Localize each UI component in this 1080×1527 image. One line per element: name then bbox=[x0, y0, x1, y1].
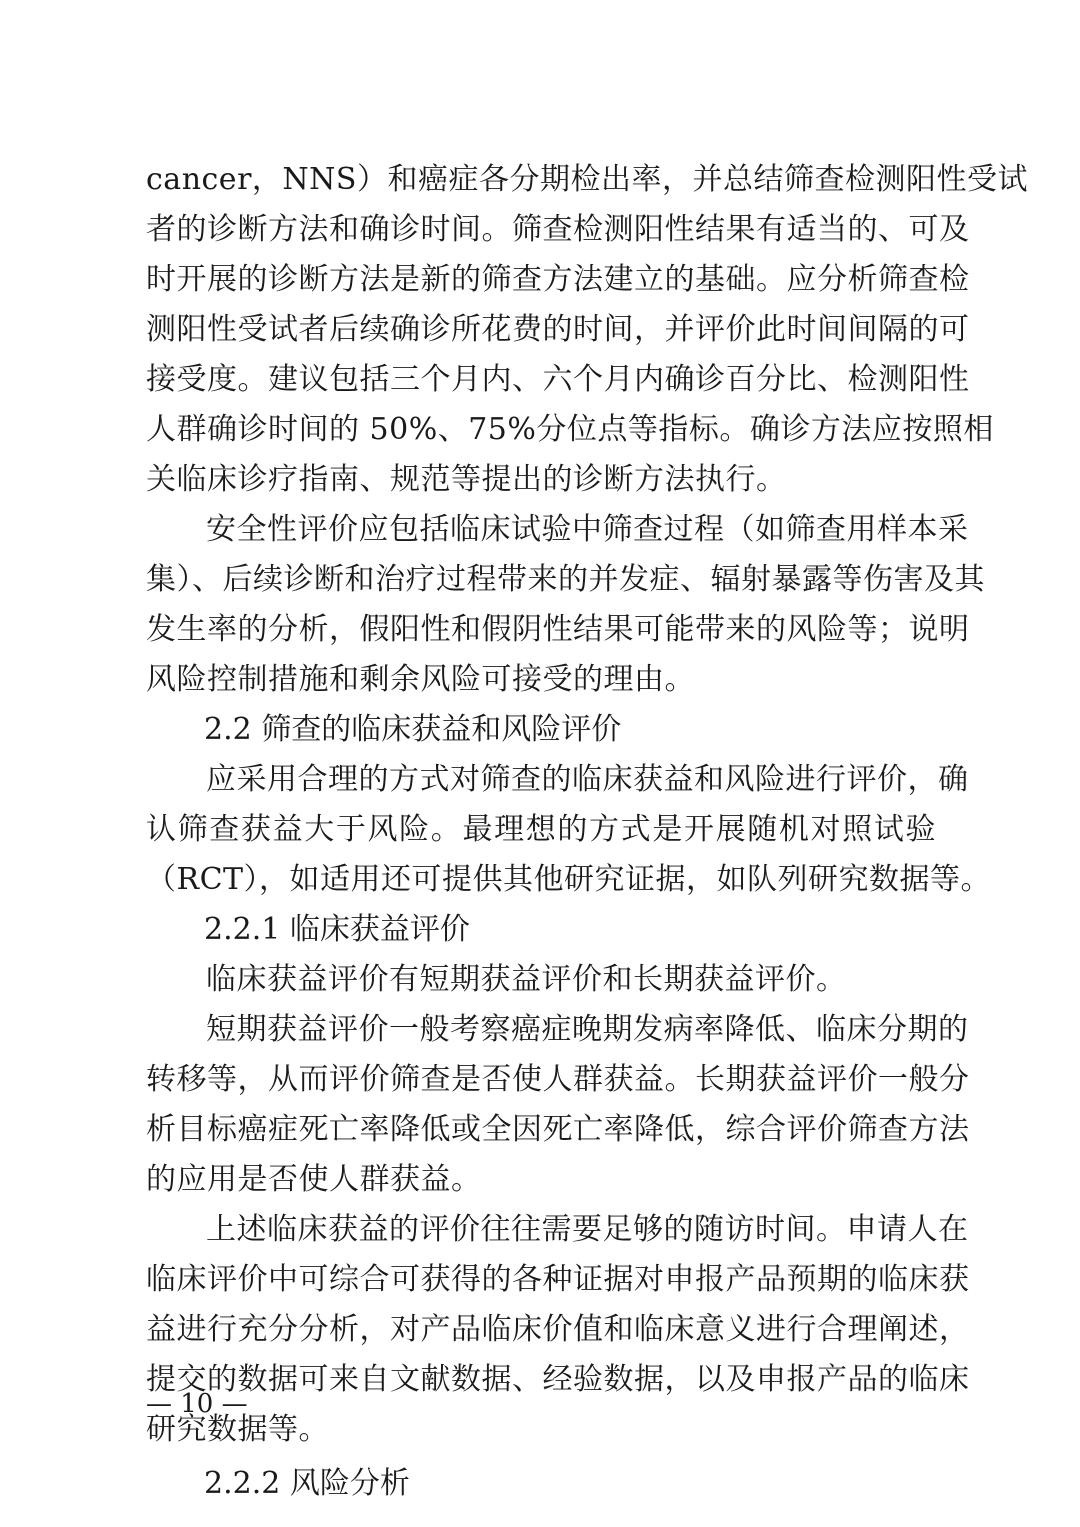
document-body bbox=[146, 155, 1028, 1509]
text-line: 风险控制措施和剩余风险可接受的理由。 bbox=[146, 662, 695, 697]
text-line: 短期获益评价一般考察癌症晚期发病率降低、临床分期的 bbox=[206, 1012, 969, 1047]
text-line: 安全性评价应包括临床试验中筛查过程（如筛查用样本采 bbox=[206, 512, 969, 547]
text-line: 关临床诊疗指南、规范等提出的诊断方法执行。 bbox=[146, 462, 787, 497]
text-line: 研究数据等。 bbox=[146, 1412, 329, 1447]
text-line: 测阳性受试者后续确诊所花费的时间，并评价此时间间隔的可 bbox=[146, 312, 970, 347]
text-line: 的应用是否使人群获益。 bbox=[146, 1162, 482, 1197]
text-line: 益进行充分分析，对产品临床价值和临床意义进行合理阐述， bbox=[146, 1312, 970, 1347]
text-line: 者的诊断方法和确诊时间。筛查检测阳性结果有适当的、可及 bbox=[146, 212, 970, 247]
text-line: 认筛查获益大于风险。最理想的方式是开展随机对照试验 bbox=[146, 812, 936, 847]
section-heading: 2.2.2 风险分析 bbox=[204, 1466, 410, 1501]
section-heading: 2.2 筛查的临床获益和风险评价 bbox=[204, 712, 622, 747]
text-line: 临床评价中可综合可获得的各种证据对申报产品预期的临床获 bbox=[146, 1262, 970, 1297]
text-line: 转移等，从而评价筛查是否使人群获益。长期获益评价一般分 bbox=[146, 1062, 970, 1097]
text-line: 临床获益评价有短期获益评价和长期获益评价。 bbox=[206, 962, 847, 997]
text-line: （RCT），如适用还可提供其他研究证据，如队列研究数据等。 bbox=[146, 862, 992, 897]
text-line: 上述临床获益的评价往往需要足够的随访时间。申请人在 bbox=[206, 1212, 969, 1247]
text-line: 人群确诊时间的 50%、75%分位点等指标。确诊方法应按照相 bbox=[146, 412, 994, 447]
text-line: 时开展的诊断方法是新的筛查方法建立的基础。应分析筛查检 bbox=[146, 262, 970, 297]
section-heading: 2.2.1 临床获益评价 bbox=[204, 912, 470, 947]
text-line: 集）、后续诊断和治疗过程带来的并发症、辐射暴露等伤害及其 bbox=[146, 562, 985, 597]
text-line: 应采用合理的方式对筛查的临床获益和风险进行评价，确 bbox=[206, 762, 969, 797]
text-line: 提交的数据可来自文献数据、经验数据，以及申报产品的临床 bbox=[146, 1362, 970, 1397]
text-line: 发生率的分析，假阳性和假阴性结果可能带来的风险等；说明 bbox=[146, 612, 970, 647]
text-line: 接受度。建议包括三个月内、六个月内确诊百分比、检测阳性 bbox=[146, 362, 970, 397]
page-number: — 10 — bbox=[146, 1389, 248, 1419]
text-line: 析目标癌症死亡率降低或全因死亡率降低，综合评价筛查方法 bbox=[146, 1112, 970, 1147]
text-line: cancer，NNS）和癌症各分期检出率，并总结筛查检测阳性受试 bbox=[146, 162, 1028, 197]
